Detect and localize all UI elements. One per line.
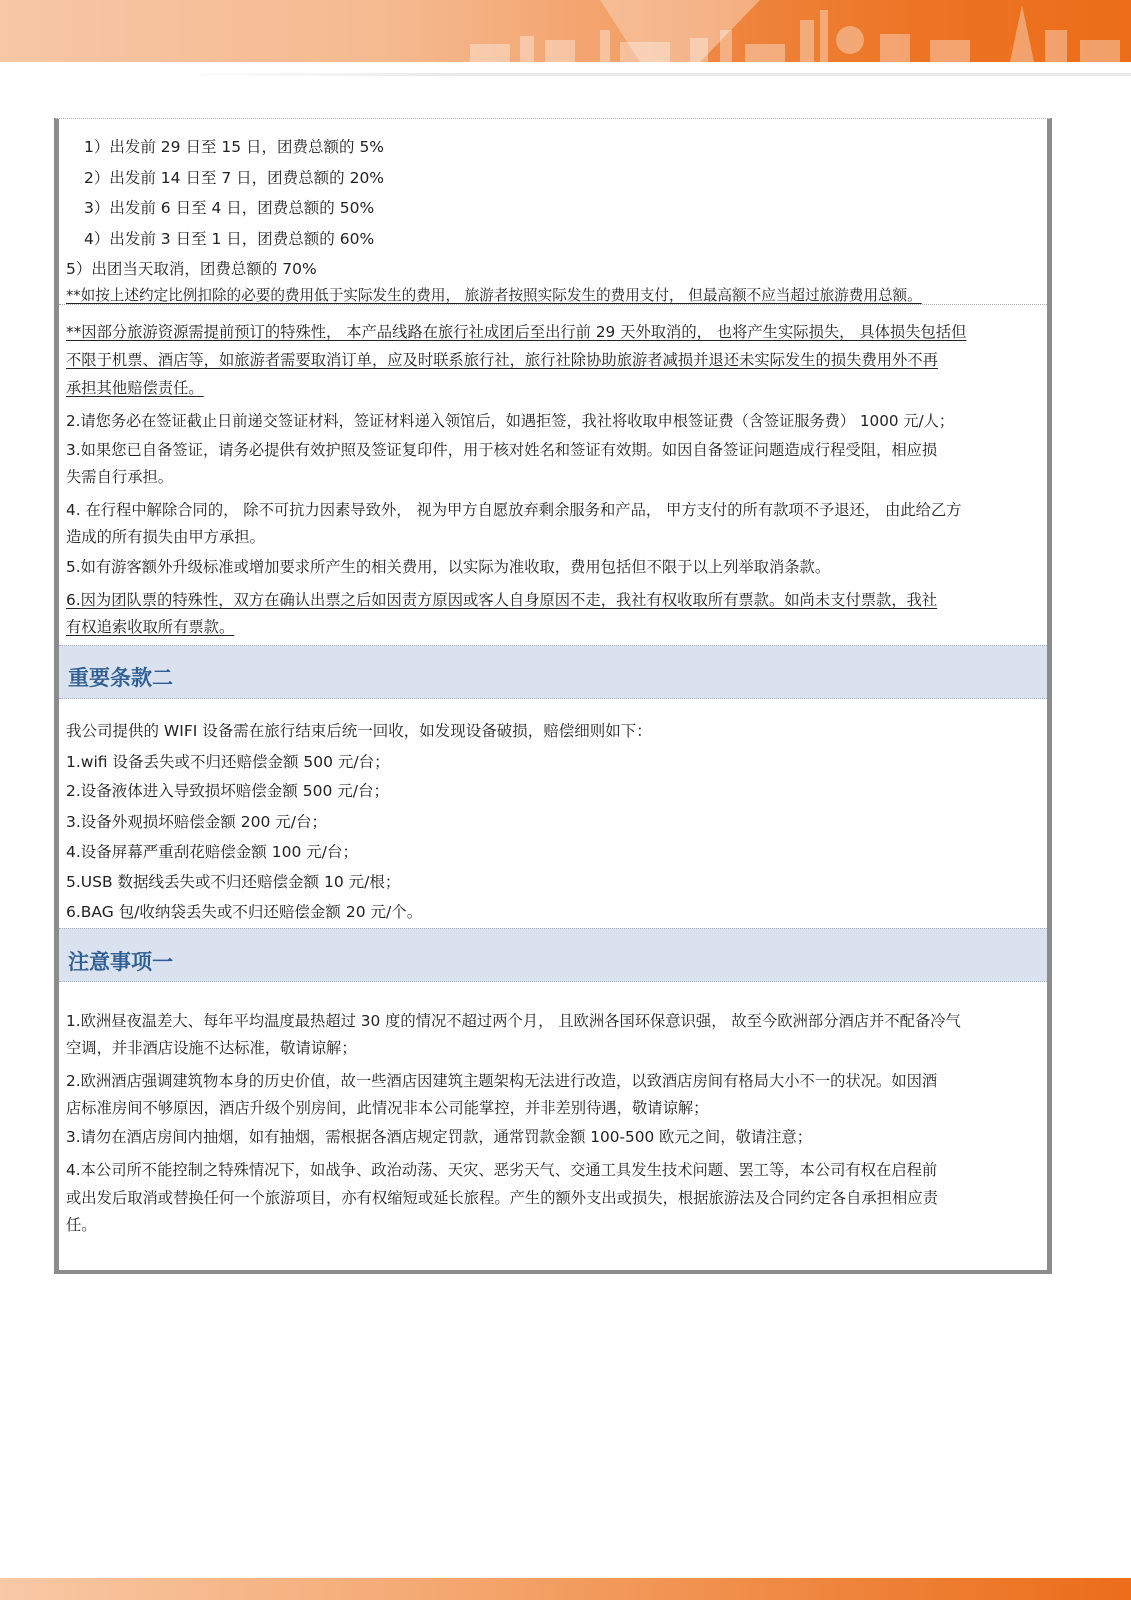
cancel-item-3: 3）出发前 6 日至 4 日，团费总额的 50% (84, 199, 375, 217)
upgrade-fee-text: 5.如有游客额外升级标准或增加要求所产生的相关费用，以实际为准收取，费用包括但不限于以上列举取消条款。 (66, 558, 831, 576)
cancel-item-5: 5）出团当天取消，团费总额的 70% (66, 260, 317, 278)
group-ticket-text-2: 有权追索收取所有票款。 (66, 618, 235, 636)
cancel-note: **如按上述约定比例扣除的必要的费用低于实际发生的费用， 旅游者按照实际发生的费用支付， 但最高额不应当超过旅游费用总额。 (66, 287, 922, 304)
special-line-3: 承担其他赔偿责任。 (66, 379, 204, 397)
visa-deadline-text: 2.请您务必在签证截止日前递交签证材料，签证材料递入领馆后，如遇拒签，我社将收取申根签证费（含签证服务费） 1000 元/人； (66, 412, 955, 430)
group-ticket-text-1: 6.因为团队票的特殊性，双方在确认出票之后如因责方原因或客人自身原因不走，我社有权收取所有票款。如尚未支付票款，我社 (66, 591, 938, 609)
section-header-bar (59, 928, 1047, 982)
section-header-bar (59, 645, 1047, 699)
header-banner (0, 0, 1131, 62)
wifi-item-3: 3.设备外观损坏赔偿金额 200 元/台； (66, 813, 327, 831)
notice-1-line-2: 空调，并非酒店设施不达标准，敬请谅解； (66, 1039, 357, 1057)
own-visa-text-2: 失需自行承担。 (66, 468, 174, 486)
notice-4-line-3: 任。 (66, 1216, 97, 1234)
wifi-intro: 我公司提供的 WIFI 设备需在旅行结束后统一回收，如发现设备破损，赔偿细则如下： (66, 722, 652, 740)
contract-termination-2: 造成的所有损失由甲方承担。 (66, 528, 265, 546)
notice-3: 3.请勿在酒店房间内抽烟，如有抽烟，需根据各酒店规定罚款，通常罚款金额 100-500 欧元之间，敬请注意； (66, 1128, 813, 1146)
wifi-item-4: 4.设备屏幕严重刮花赔偿金额 100 元/台； (66, 843, 358, 861)
special-line-1: **因部分旅游资源需提前预订的特殊性， 本产品线路在旅行社成团后至出行前 29 天外取消的， 也将产生实际损失， 具体损失包括但 (66, 323, 967, 341)
notice-2-line-2: 店标准房间不够原因，酒店升级个别房间，此情况非本公司能掌控，并非差别待遇，敬请谅解； (66, 1099, 709, 1117)
section-title: 注意事项一 (68, 950, 173, 974)
cancel-item-1: 1）出发前 29 日至 15 日，团费总额的 5% (84, 138, 385, 156)
cancel-item-4: 4）出发前 3 日至 1 日，团费总额的 60% (84, 230, 375, 248)
wifi-item-6: 6.BAG 包/收纳袋丢失或不归还赔偿金额 20 元/个。 (66, 903, 423, 921)
notice-1-line-1: 1.欧洲昼夜温差大、每年平均温度最热超过 30 度的情况不超过两个月， 且欧洲各国环保意识强， 故至今欧洲部分酒店并不配备冷气 (66, 1012, 961, 1030)
wifi-item-2: 2.设备液体进入导致损坏赔偿金额 500 元/台； (66, 782, 389, 800)
own-visa-text-1: 3.如果您已自备签证，请务必提供有效护照及签证复印件，用于核对姓名和签证有效期。如因自备签证问题造成行程受阻，相应损 (66, 441, 938, 459)
contract-termination-1: 4. 在行程中解除合同的， 除不可抗力因素导致外， 视为甲方自愿放弃剩余服务和产品， 甲方支付的所有款项不予退还， 由此给乙方 (66, 501, 962, 519)
notice-4-line-2: 或出发后取消或替换任何一个旅游项目，亦有权缩短或延长旅程。产生的额外支出或损失，根据旅游法及合同约定各自承担相应责 (66, 1189, 938, 1207)
city-skyline-graphic (0, 0, 1131, 62)
footer-band (0, 1578, 1131, 1600)
wifi-item-1: 1.wifi 设备丢失或不归还赔偿金额 500 元/台； (66, 753, 390, 771)
cancel-item-2: 2）出发前 14 日至 7 日，团费总额的 20% (84, 169, 385, 187)
section-title: 重要条款二 (68, 666, 173, 690)
special-line-2: 不限于机票、酒店等，如旅游者需要取消订单，应及时联系旅行社，旅行社除协助旅游者减损并退还未实际发生的损失费用外不再 (66, 351, 938, 369)
header-divider (178, 73, 1131, 76)
notice-2-line-1: 2.欧洲酒店强调建筑物本身的历史价值，故一些酒店因建筑主题架构无法进行改造，以致酒店房间有格局大小不一的状况。如因酒 (66, 1072, 938, 1090)
wifi-item-5: 5.USB 数据线丢失或不归还赔偿金额 10 元/根； (66, 873, 401, 891)
divider (59, 304, 1047, 305)
notice-4-line-1: 4.本公司所不能控制之特殊情况下，如战争、政治动荡、天灾、恶劣天气、交通工具发生技术问题、罢工等，本公司有权在启程前 (66, 1161, 938, 1179)
